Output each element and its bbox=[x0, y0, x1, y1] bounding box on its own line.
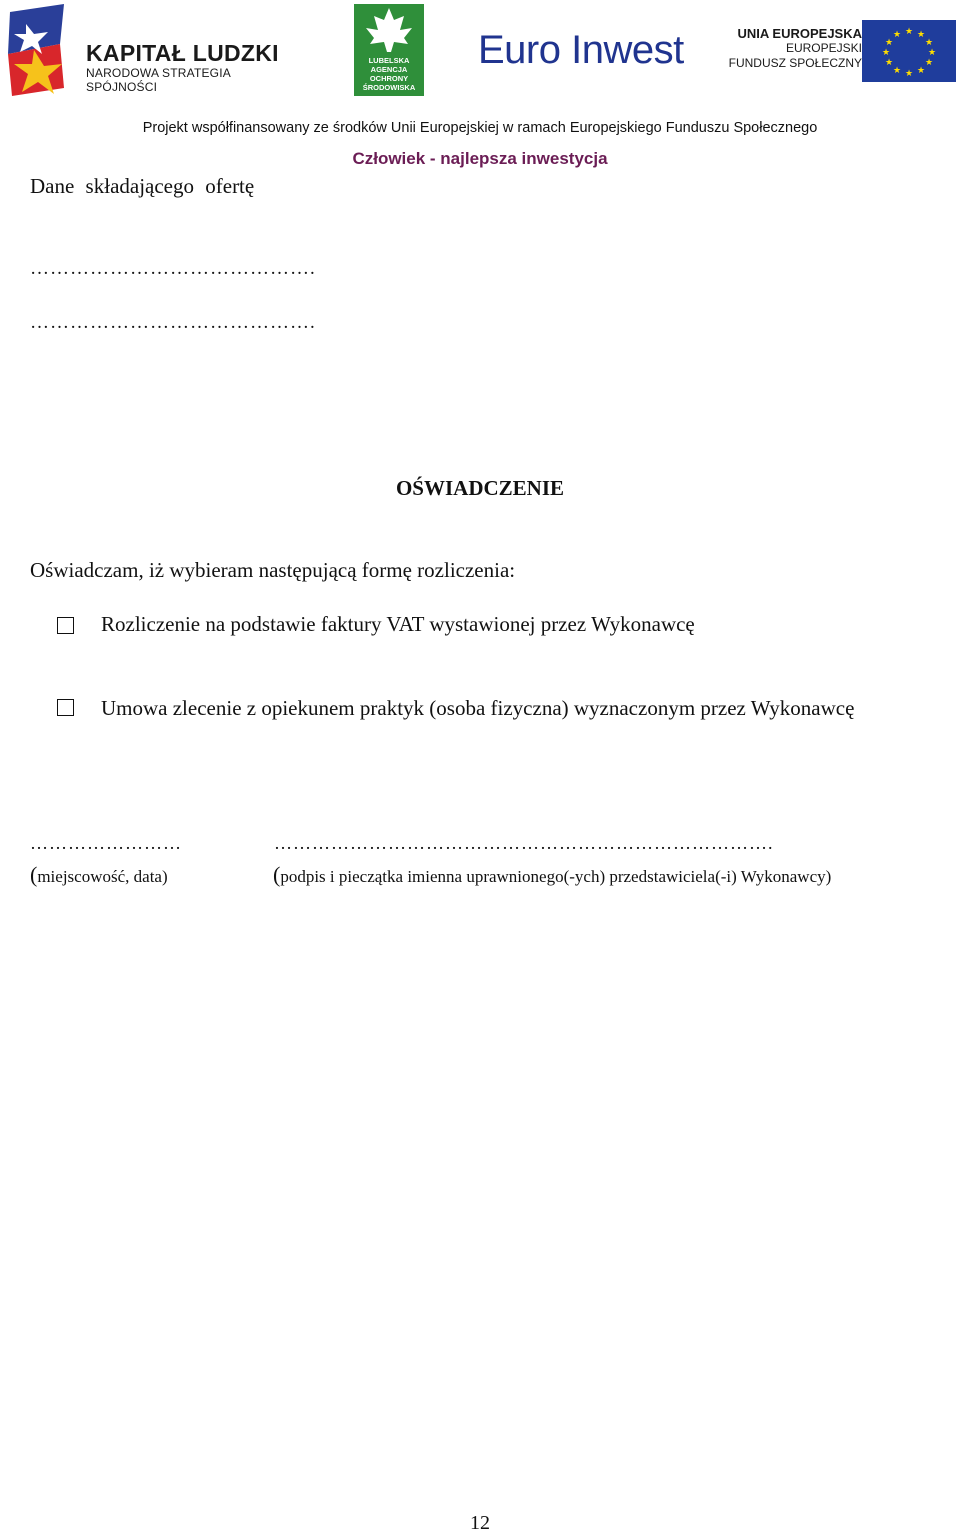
maple-leaf-icon bbox=[354, 4, 424, 56]
place-date-line: …………………… bbox=[30, 833, 182, 853]
laos-line-3: OCHRONY bbox=[369, 74, 409, 83]
option-1-label: Rozliczenie na podstawie faktury VAT wystawionej przez Wykonawcę bbox=[101, 612, 695, 636]
bidder-label: Dane składającego ofertę bbox=[30, 174, 255, 198]
svg-text:★: ★ bbox=[892, 66, 902, 76]
place-date-caption-text: miejscowość, data) bbox=[37, 867, 168, 886]
laos-line-1: LUBELSKA bbox=[368, 56, 410, 65]
laos-logo bbox=[354, 4, 424, 96]
kapital-ludzki-subtitle: NARODOWA STRATEGIA SPÓJNOŚCI bbox=[86, 66, 231, 94]
signature-caption bbox=[273, 862, 831, 888]
signature-caption-text: podpis i pieczątka imienna uprawnionego(-ych) przedstawiciela(-i) Wykonawcy) bbox=[280, 867, 832, 886]
eu-line-3: FUNDUSZ SPOŁECZNY bbox=[728, 56, 862, 70]
place-date-caption bbox=[30, 862, 168, 888]
option-1-checkbox[interactable] bbox=[57, 617, 74, 634]
kapital-ludzki-logo bbox=[4, 4, 304, 96]
svg-text:★: ★ bbox=[884, 38, 894, 48]
cofinancing-note: Projekt współfinansowany ze środków Unii Europejskiej w ramach Europejskiego Funduszu Społecznego bbox=[142, 120, 818, 136]
kapital-ludzki-emblem-icon bbox=[4, 4, 76, 96]
bidder-field-line-1: ……………………………………. bbox=[30, 258, 316, 279]
svg-text:★: ★ bbox=[927, 48, 937, 58]
laos-line-2: AGENCJA bbox=[370, 65, 408, 74]
svg-text:★: ★ bbox=[904, 27, 914, 37]
svg-text:★: ★ bbox=[924, 38, 934, 48]
document-title: OŚWIADCZENIE bbox=[395, 476, 565, 500]
eu-line-2: EUROPEJSKI bbox=[785, 41, 862, 55]
signature-paren: ( bbox=[273, 862, 281, 887]
eu-logo-text bbox=[722, 26, 862, 71]
svg-text:★: ★ bbox=[916, 30, 926, 40]
laos-line-4: ŚRODOWISKA bbox=[362, 83, 416, 92]
euroinwest-logo: Euro Inwest bbox=[478, 28, 684, 72]
statement-intro: Oświadczam, iż wybieram następującą formę rozliczenia: bbox=[30, 558, 516, 582]
svg-text:★: ★ bbox=[916, 66, 926, 76]
laos-text bbox=[354, 56, 424, 92]
motto: Człowiek - najlepsza inwestycja bbox=[352, 149, 608, 168]
svg-text:★: ★ bbox=[884, 58, 894, 68]
place-date-paren: ( bbox=[30, 862, 38, 887]
option-2-checkbox[interactable] bbox=[57, 699, 74, 716]
svg-text:★: ★ bbox=[904, 69, 914, 79]
page-number: 12 bbox=[470, 1512, 490, 1534]
svg-text:★: ★ bbox=[892, 30, 902, 40]
kapital-ludzki-title: KAPITAŁ LUDZKI bbox=[86, 40, 279, 66]
option-2-label: Umowa zlecenie z opiekunem praktyk (osoba fizyczna) wyznaczonym przez Wykonawcę bbox=[101, 696, 855, 720]
eu-line-1: UNIA EUROPEJSKA bbox=[737, 26, 862, 41]
signature-line: ……………………………………………………………………. bbox=[274, 833, 774, 853]
svg-text:★: ★ bbox=[881, 48, 891, 58]
eu-flag-icon bbox=[862, 20, 956, 82]
svg-text:★: ★ bbox=[924, 58, 934, 68]
bidder-field-line-2: ……………………………………. bbox=[30, 312, 316, 333]
